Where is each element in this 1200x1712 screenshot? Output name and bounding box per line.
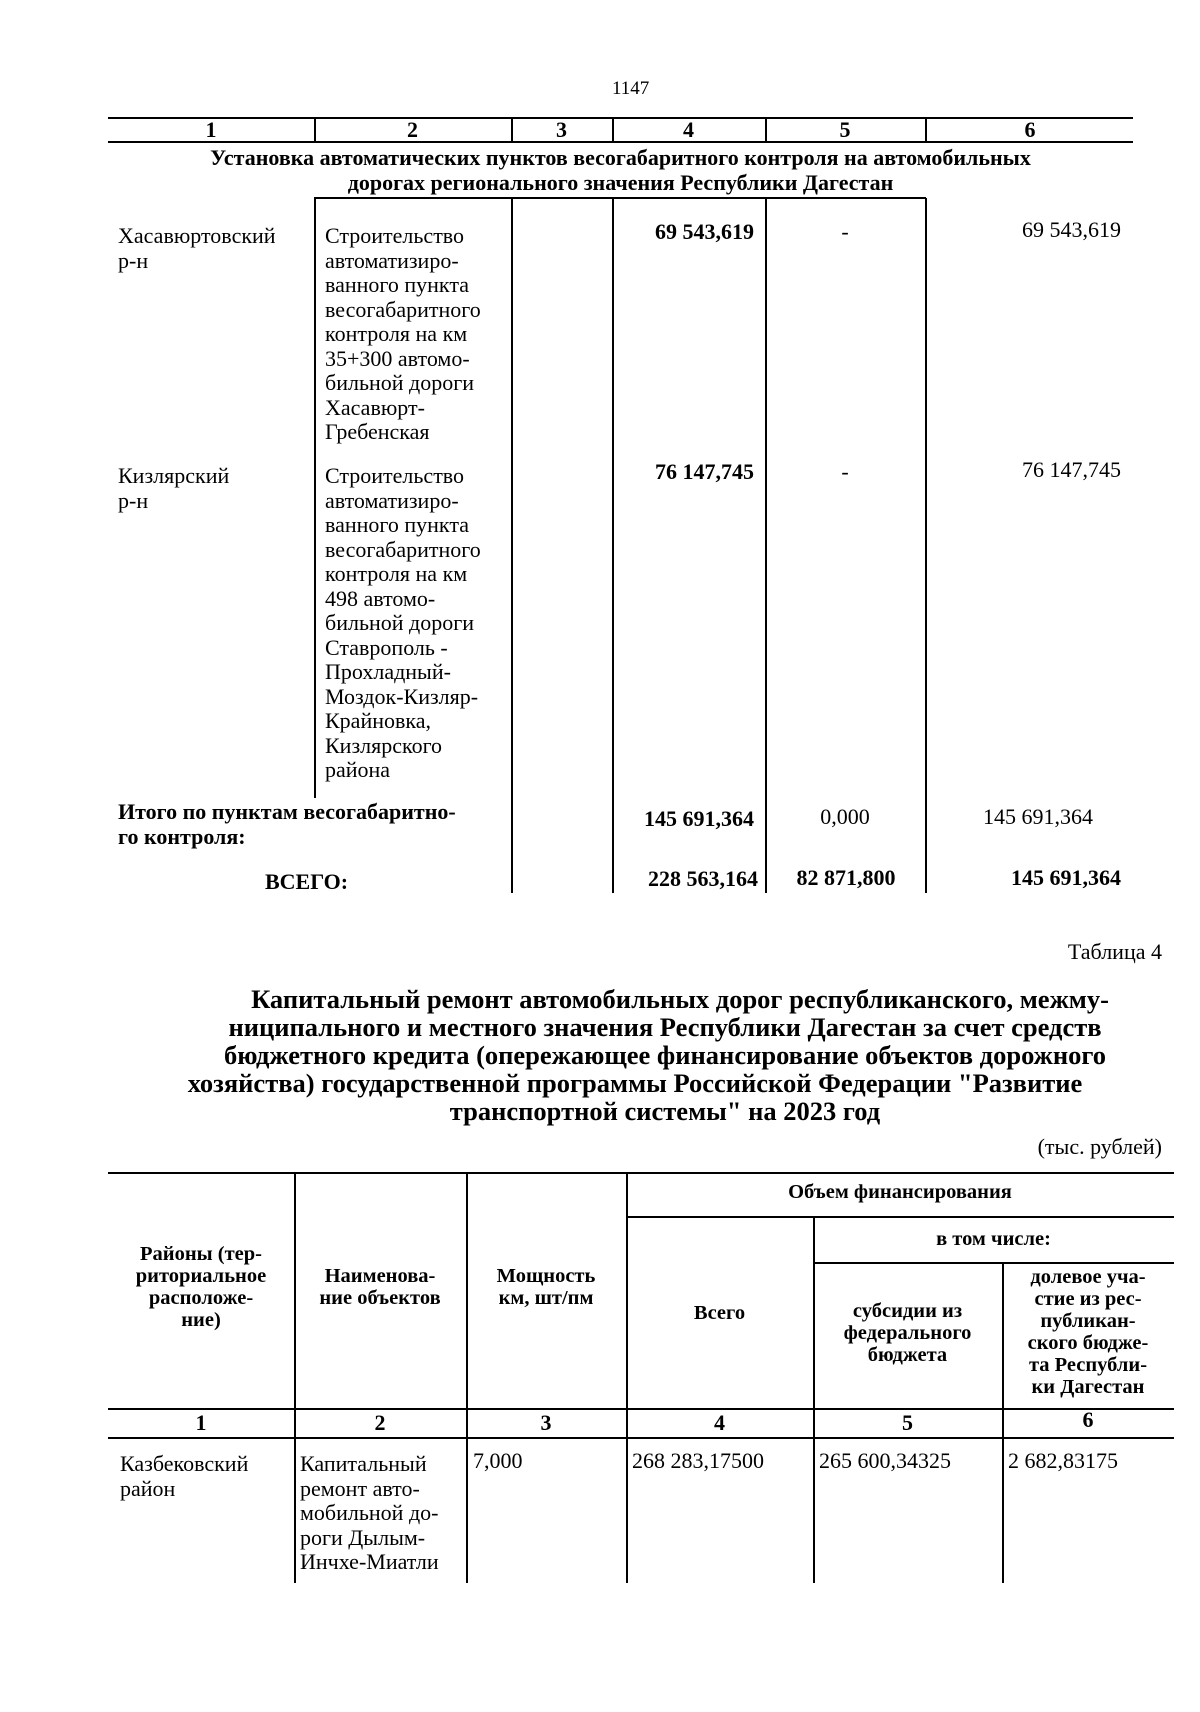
column-number: 1: [195, 1410, 207, 1435]
grand-total-total: 228 563,164: [648, 866, 758, 891]
header-including: в том числе:: [936, 1228, 1051, 1250]
header-district: Районы (тер- риториальное расположе- ние): [135, 1243, 267, 1331]
federal-cell: -: [841, 219, 849, 244]
column-divider: [511, 198, 513, 893]
table-border: [626, 1216, 1174, 1218]
column-divider: [765, 198, 767, 893]
republic-cell: 2 682,83175: [1008, 1448, 1118, 1473]
subtotal-label: Итого по пунктам весогабаритно- го контроля:: [118, 799, 456, 849]
header-republic: долевое уча- стие из рес- публикан- ского бюдже- та Республи- ки Дагестан: [1027, 1266, 1149, 1398]
column-number: 2: [374, 1410, 386, 1435]
total-cell: 76 147,745: [655, 459, 754, 484]
column-number: 4: [714, 1410, 725, 1435]
object-cell: Строительство автоматизиро- ванного пункта весогабаритного контроля на км 498 автомо- бильной дороги Ставрополь - Прохладный- Моздок-Кизляр- Крайновка, Кизлярского района: [325, 463, 481, 782]
subtotal-federal: 0,000: [820, 804, 870, 829]
republic-cell: 69 543,619: [1022, 217, 1121, 242]
column-number: 5: [902, 1410, 913, 1435]
table-label: Таблица 4: [1067, 939, 1162, 964]
page-number: 1147: [612, 78, 650, 99]
district-cell: Кизлярский р-н: [118, 463, 230, 513]
units-note: (тыс. рублей): [1037, 1134, 1162, 1159]
section-heading: дорогах регионального значения Республики Дагестан: [347, 170, 894, 195]
column-number: 3: [540, 1410, 552, 1435]
total-cell: 69 543,619: [655, 219, 754, 244]
column-divider: [813, 1217, 815, 1583]
header-capacity: Мощность км, шт/пм: [496, 1265, 596, 1309]
header-total: Всего: [693, 1302, 746, 1324]
column-divider: [925, 198, 927, 893]
column-divider: [314, 198, 316, 798]
header-object: Наименова- ние объектов: [319, 1265, 441, 1309]
republic-cell: 76 147,745: [1022, 457, 1121, 482]
section-heading-border: [314, 197, 926, 199]
object-cell: Строительство автоматизиро- ванного пункта весогабаритного контроля на км 35+300 автомо- бильной дороги Хасавюрт- Гребенская: [325, 223, 481, 444]
capacity-cell: 7,000: [473, 1448, 523, 1473]
district-cell: Хасавюртовский р-н: [118, 223, 276, 273]
district-cell: Казбековский район: [120, 1451, 249, 1501]
section-heading: Установка автоматических пунктов весогабаритного контроля на автомобильных: [210, 145, 1031, 170]
column-number: 3: [556, 117, 567, 142]
table-border: [813, 1262, 1174, 1264]
header-federal: субсидии из федерального бюджета: [843, 1300, 972, 1366]
grand-total-federal: 82 871,800: [796, 865, 896, 890]
column-divider: [466, 1173, 468, 1583]
column-number: 5: [839, 117, 851, 142]
table-title: Капитальный ремонт автомобильных дорог республиканского, межму- ниципального и местного значения Республики Дагестан за счет средств бюджетного кредита (опережающее финансирование объектов дорожного хозяйства) государственной программы Российской Федерации "Развитие транспортной системы" на 2023 год: [187, 984, 1109, 1126]
grand-total-republic: 145 691,364: [1011, 865, 1121, 890]
subtotal-republic: 145 691,364: [983, 804, 1093, 829]
total-cell: 268 283,17500: [632, 1448, 764, 1473]
column-number: 1: [205, 117, 217, 142]
column-number: 6: [1024, 117, 1036, 142]
column-divider: [626, 1173, 628, 1583]
object-cell: Капитальный ремонт авто- мобильной до- роги Дылым- Инчхе-Миатли: [300, 1451, 439, 1574]
column-number: 2: [407, 117, 418, 142]
column-number: 6: [1082, 1407, 1094, 1432]
column-divider: [612, 198, 614, 893]
column-number: 4: [683, 117, 694, 142]
table-border: [108, 1172, 1174, 1174]
federal-cell: 265 600,34325: [819, 1448, 951, 1473]
header-funding-volume: Объем финансирования: [788, 1181, 1012, 1203]
subtotal-total: 145 691,364: [644, 806, 754, 831]
column-divider: [294, 1173, 296, 1583]
grand-total-label: ВСЕГО:: [265, 869, 349, 894]
federal-cell: -: [841, 459, 849, 484]
table-border: [108, 1437, 1174, 1439]
